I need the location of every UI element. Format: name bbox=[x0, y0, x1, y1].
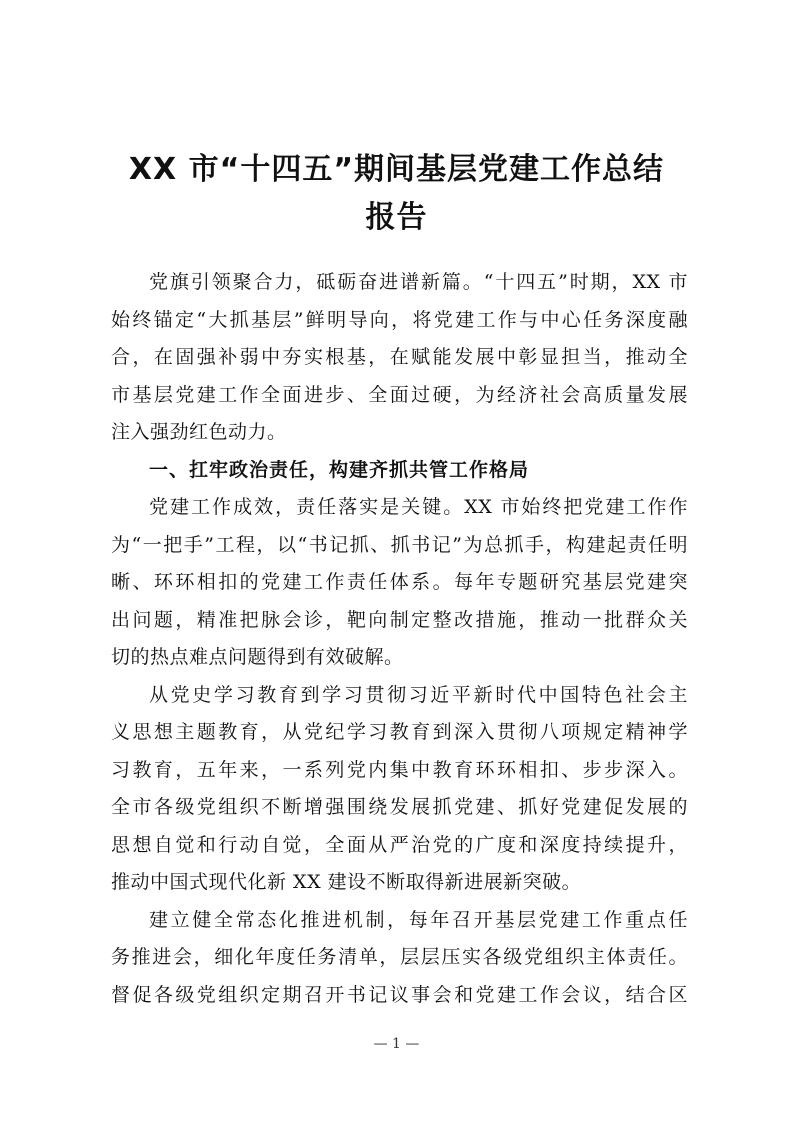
paragraph-line: 义思想主题教育，从党纪学习教育到深入贯彻八项规定精神学 bbox=[111, 721, 688, 743]
paragraph-line: 党旗引领聚合力，砥砺奋进谱新篇。“十四五”时期，XX 市 bbox=[149, 271, 688, 293]
paragraph-line: 督促各级党组织定期召开书记议事会和党建工作会议，结合区 bbox=[111, 983, 688, 1006]
paragraph-line: 全市各级党组织不断增强围绕发展抓党建、抓好党建促发展的 bbox=[111, 796, 688, 818]
paragraph-line: 晰、环环相扣的党建工作责任体系。每年专题研究基层党建突 bbox=[111, 571, 688, 593]
paragraph-line: 合，在固强补弱中夯实根基，在赋能发展中彰显担当，推动全 bbox=[111, 346, 688, 368]
title-line-1: XX 市“十四五”期间基层党建工作总结 bbox=[128, 152, 665, 187]
paragraph-line: 从党史学习教育到学习贯彻习近平新时代中国特色社会主 bbox=[149, 683, 688, 706]
paragraph-line: 为“一把手”工程，以“书记抓、抓书记”为总抓手，构建起责任明 bbox=[111, 533, 688, 556]
paragraph-line: 始终锚定“大抓基层”鲜明导向，将党建工作与中心任务深度融 bbox=[111, 308, 688, 331]
page-number: — 1 — bbox=[373, 1036, 420, 1052]
paragraph-line: 习教育，五年来，一系列党内集中教育环环相扣、步步深入。 bbox=[111, 758, 688, 781]
paragraph-line: 建立健全常态化推进机制，每年召开基层党建工作重点任 bbox=[149, 908, 688, 931]
paragraph-line: 市基层党建工作全面进步、全面过硬，为经济社会高质量发展 bbox=[111, 383, 688, 406]
document-title bbox=[80, 146, 713, 242]
paragraph-line: 推动中国式现代化新 XX 建设不断取得新进展新突破。 bbox=[111, 871, 582, 893]
document-body bbox=[111, 264, 688, 1014]
paragraph-line: 党建工作成效，责任落实是关键。XX 市始终把党建工作作 bbox=[149, 496, 688, 518]
paragraph-line: 切的热点难点问题得到有效破解。 bbox=[111, 646, 404, 668]
paragraph-line: 务推进会，细化年度任务清单，层层压实各级党组织主体责任。 bbox=[111, 946, 688, 968]
title-line-2: 报告 bbox=[365, 200, 428, 235]
section-heading: 一、扛牢政治责任，构建齐抓共管工作格局 bbox=[149, 458, 530, 481]
paragraph-line: 注入强劲红色动力。 bbox=[111, 421, 287, 443]
paragraph-line: 出问题，精准把脉会诊，靶向制定整改措施，推动一批群众关 bbox=[111, 608, 688, 631]
paragraph-line: 思想自觉和行动自觉，全面从严治党的广度和深度持续提升， bbox=[111, 833, 688, 856]
